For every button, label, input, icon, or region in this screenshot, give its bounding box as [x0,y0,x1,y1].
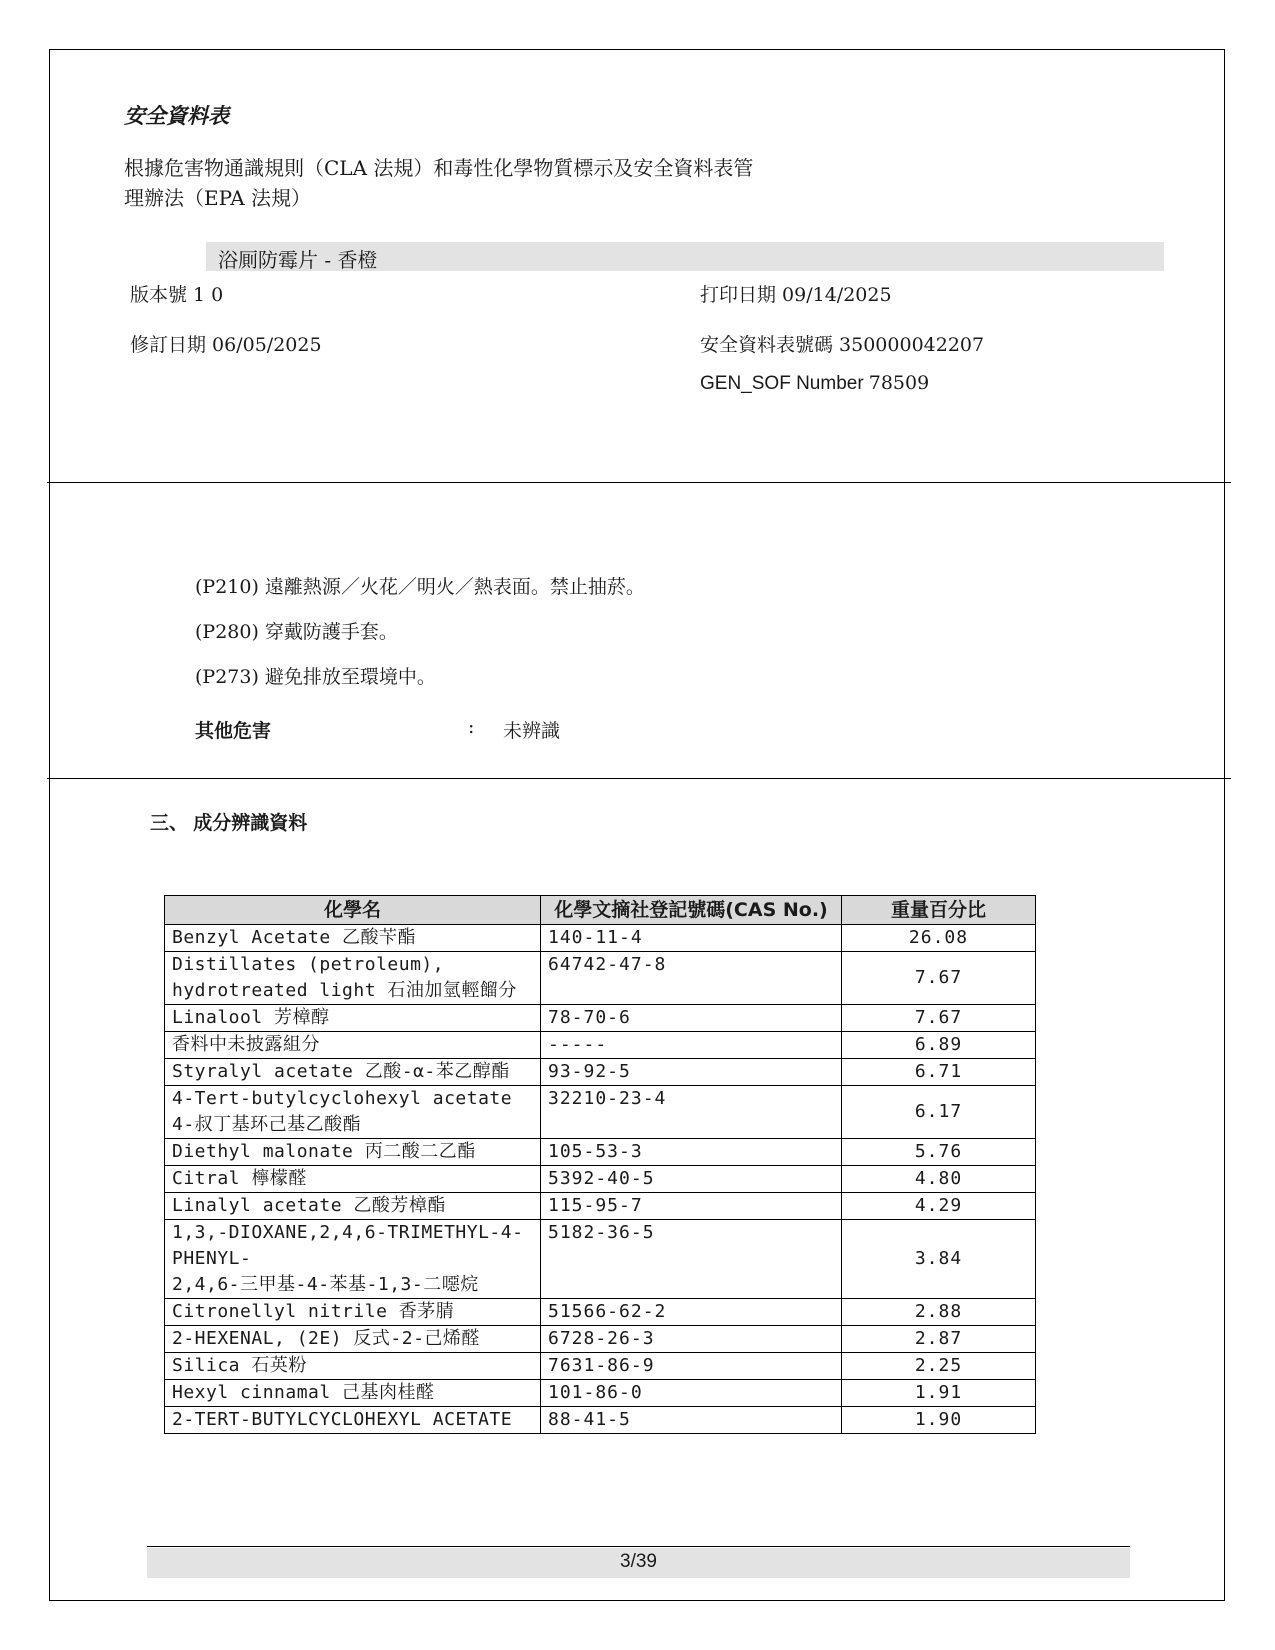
weight-percent-cell: 7.67 [842,952,1036,1005]
cas-number-cell: 6728-26-3 [541,1326,842,1353]
cas-number-cell: 88-41-5 [541,1407,842,1434]
chemical-name-cell: 香料中未披露組分 [165,1032,541,1059]
table-row [165,1326,1036,1353]
weight-percent-cell: 1.91 [842,1380,1036,1407]
table-row [165,1407,1036,1434]
weight-percent-cell: 4.80 [842,1166,1036,1193]
version-number: 版本號 1 0 [130,284,224,306]
cas-number-cell: 7631-86-9 [541,1353,842,1380]
table-row [165,1005,1036,1032]
sds-number: 安全資料表號碼 350000042207 [700,334,985,356]
section-divider-top [47,482,1231,483]
cas-number-cell: 64742-47-8 [541,952,842,1005]
chemical-name-cell: Linalool 芳樟醇 [165,1005,541,1032]
regulation-line-2: 理辦法（EPA 法規） [124,186,312,210]
weight-percent-cell: 4.29 [842,1193,1036,1220]
cas-number-cell: 115-95-7 [541,1193,842,1220]
table-row [165,1299,1036,1326]
cas-number-cell: 105-53-3 [541,1139,842,1166]
cas-number-cell: 5182-36-5 [541,1220,842,1299]
cas-number-cell: 5392-40-5 [541,1166,842,1193]
table-row [165,1086,1036,1139]
composition-table [164,895,1036,1434]
chemical-name-cell: Diethyl malonate 丙二酸二乙酯 [165,1139,541,1166]
table-row [165,1166,1036,1193]
cas-number-cell: 140-11-4 [541,925,842,952]
section-divider-middle [47,778,1231,779]
page-number: 3/39 [620,1551,657,1572]
weight-percent-cell: 5.76 [842,1139,1036,1166]
chemical-name-cell: Citral 檸檬醛 [165,1166,541,1193]
chemical-name-cell: Citronellyl nitrile 香茅腈 [165,1299,541,1326]
chemical-name-cell: 2-TERT-BUTYLCYCLOHEXYL ACETATE [165,1407,541,1434]
table-row [165,952,1036,1005]
header-weight-percent: 重量百分比 [842,896,1036,925]
gen-sof-value: 78509 [868,372,930,394]
chemical-name-cell: Distillates (petroleum), hydrotreated light 石油加氫輕餾分 [165,952,541,1005]
precaution-p273: (P273) 避免排放至環境中。 [195,666,436,688]
print-date: 打印日期 09/14/2025 [700,284,892,306]
chemical-name-cell: Benzyl Acetate 乙酸苄酯 [165,925,541,952]
header-cas-number: 化學文摘社登記號碼(CAS No.) [541,896,842,925]
chemical-name-cell: 2-HEXENAL, (2E) 反式-2-己烯醛 [165,1326,541,1353]
weight-percent-cell: 2.88 [842,1299,1036,1326]
other-hazards-colon: : [468,716,475,738]
gen-sof-label: GEN_SOF Number [700,373,864,394]
regulation-line-1: 根據危害物通識規則（CLA 法規）和毒性化學物質標示及安全資料表管 [124,156,754,180]
table-row [165,1380,1036,1407]
chemical-name-cell: 1,3,-DIOXANE,2,4,6-TRIMETHYL-4- PHENYL- 2,4,6-三甲基-4-苯基-1,3-二噁烷 [165,1220,541,1299]
table-row [165,1032,1036,1059]
table-header-row [165,896,1036,925]
weight-percent-cell: 6.17 [842,1086,1036,1139]
gen-sof-number [700,372,929,395]
precaution-p210: (P210) 遠離熱源／火花／明火／熱表面。禁止抽菸。 [195,576,645,598]
table-row [165,925,1036,952]
cas-number-cell: 32210-23-4 [541,1086,842,1139]
table-row [165,1353,1036,1380]
table-row [165,1139,1036,1166]
table-row [165,1220,1036,1299]
weight-percent-cell: 2.87 [842,1326,1036,1353]
other-hazards-label: 其他危害 [195,721,272,742]
header-chemical-name: 化學名 [165,896,541,925]
other-hazards-value: 未辨識 [503,720,561,742]
weight-percent-cell: 6.89 [842,1032,1036,1059]
product-name: 浴厠防霉片 - 香橙 [218,248,378,272]
table-row [165,1193,1036,1220]
weight-percent-cell: 7.67 [842,1005,1036,1032]
cas-number-cell: 51566-62-2 [541,1299,842,1326]
revision-date: 修訂日期 06/05/2025 [130,334,322,356]
doc-type-title: 安全資料表 [124,103,229,128]
weight-percent-cell: 6.71 [842,1059,1036,1086]
section-3-title: 三、 成分辨識資料 [150,813,308,834]
weight-percent-cell: 3.84 [842,1220,1036,1299]
cas-number-cell: 93-92-5 [541,1059,842,1086]
precaution-p280: (P280) 穿戴防護手套。 [195,621,398,643]
chemical-name-cell: Styralyl acetate 乙酸-α-苯乙醇酯 [165,1059,541,1086]
cas-number-cell: 78-70-6 [541,1005,842,1032]
weight-percent-cell: 2.25 [842,1353,1036,1380]
weight-percent-cell: 26.08 [842,925,1036,952]
table-row [165,1059,1036,1086]
footer-rule [147,1546,1130,1547]
weight-percent-cell: 1.90 [842,1407,1036,1434]
cas-number-cell: 101-86-0 [541,1380,842,1407]
chemical-name-cell: Linalyl acetate 乙酸芳樟酯 [165,1193,541,1220]
cas-number-cell: ----- [541,1032,842,1059]
chemical-name-cell: Hexyl cinnamal 己基肉桂醛 [165,1380,541,1407]
chemical-name-cell: 4-Tert-butylcyclohexyl acetate 4-叔丁基环己基乙酸酯 [165,1086,541,1139]
chemical-name-cell: Silica 石英粉 [165,1353,541,1380]
